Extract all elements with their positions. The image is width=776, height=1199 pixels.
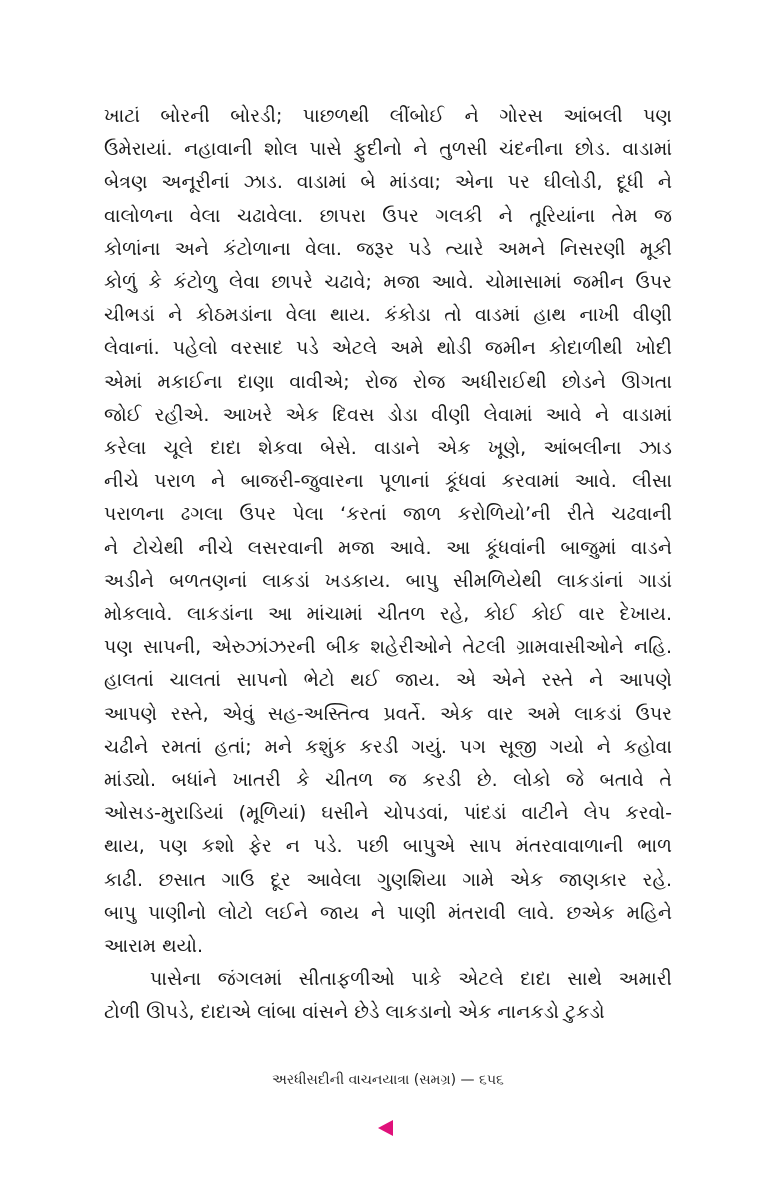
text-line: આરામ થયો. [104, 935, 204, 958]
text-line: અડીને બળતણનાં લાકડાં ખડકાય. બાપુ સીમળિયેથી લાકડાંનાં ગાડાં [104, 569, 672, 592]
text-line: ઉમેરાયાં. નહાવાની શોલ પાસે ફુદીનો ને તુળસી ચંદનીના છોડ. વાડામાં [104, 138, 672, 161]
text-line: કાઢી. છસાત ગાઉ દૂર આવેલા ગુણશિયા ગામે એક જાણકાર રહે. [104, 868, 672, 891]
page-footer: અરધીસદીની વાચનયાત્રા (સમગ્ર) — ૬૫૬ [272, 1072, 504, 1088]
text-line: બાપુ પાણીનો લોટો લઈને જાય ને પાણી મંતરાવી લાવે. છએક મહિને [104, 901, 672, 924]
text-line: થાય, પણ કશો ફેર ન પડે. પછી બાપુએ સાપ મંતરવાવાળાની ભાળ [104, 835, 672, 858]
text-line: નીચે પરાળ ને બાજરી-જુવારના પૂળાનાં કૂંધવાં કરવામાં આવે. લીસા [104, 470, 672, 493]
body-text [104, 100, 672, 1030]
text-line: એમાં મકાઈના દાણા વાવીએ; રોજ રોજ અધીરાઈથી છોડને ઊગતા [104, 370, 672, 393]
text-line: કોળું કે કંટોળુ લેવા છાપરે ચઢાવે; મજા આવે. ચોમાસામાં જમીન ઉપર [104, 271, 672, 294]
text-line: ઓસડ-મુરાડિયાં (મૂળિયાં) ઘસીને ચોપડવાં, પાંદડાં વાટીને લેપ કરવો- [104, 802, 672, 825]
text-line: જોઈ રહીએ. આખરે એક દિવસ ડોડા વીણી લેવામાં આવે ને વાડામાં [104, 403, 672, 426]
text-line: ચીભડાં ને કોઠમડાંના વેલા થાય. કંકોડા તો વાડમાં હાથ નાખી વીણી [104, 304, 672, 327]
text-line: પાસેના જંગલમાં સીતાફળીઓ પાકે એટલે દાદા સાથે અમારી [150, 968, 672, 991]
text-line: ટોળી ઊપડે, દાદાએ લાંબા વાંસને છેડે લાકડાનો એક નાનકડો ટુકડો [104, 1001, 605, 1024]
text-line: વાલોળના વેલા ચઢાવેલા. છાપરા ઉપર ગલકી ને તૂરિયાંના તેમ જ [104, 204, 672, 227]
prev-page-arrow-icon[interactable] [378, 1120, 393, 1136]
text-line: બેત્રણ અનૂરીનાં ઝાડ. વાડામાં બે માંડવા; એના પર ઘીલોડી, દૂધી ને [104, 171, 672, 194]
paragraph-2 [104, 963, 672, 1029]
text-line: કરેલા ચૂલે દાદા શેકવા બેસે. વાડાને એક ખૂણે, આંબલીના ઝાડ [104, 437, 672, 460]
text-line: ચઢીને રમતાં હતાં; મને કશુંક કરડી ગયું. પગ સૂજી ગયો ને કહોવા [104, 735, 672, 758]
text-line: માંડ્યો. બધાંને ખાતરી કે ચીતળ જ કરડી છે. લોકો જે બતાવે તે [104, 769, 672, 792]
text-line: કોળાંના અને કંટોળાના વેલા. જરૂર પડે ત્યારે અમને નિસરણી મૂકી [104, 237, 672, 260]
text-line: લેવાનાં. પહેલો વરસાદ પડે એટલે અમે થોડી જમીન કોદાળીથી ખોદી [104, 337, 672, 360]
text-line: આપણે રસ્તે, એવું સહ-અસ્તિત્વ પ્રવર્તે. એક વાર અમે લાકડાં ઉપર [104, 702, 672, 725]
text-line: ખાટાં બોરની બોરડી; પાછળથી લીંબોઈ ને ગોરસ આંબલી પણ [104, 105, 672, 127]
text-line: ને ટોચેથી નીચે લસરવાની મજા આવે. આ કૂંધવાંની બાજુમાં વાડને [104, 536, 672, 559]
paragraph-1 [104, 100, 672, 963]
text-line: પણ સાપની, એરુઝાંઝરની બીક શહેરીઓને તેટલી ગ્રામવાસીઓને નહિ. [104, 636, 672, 659]
text-line: પરાળના ઢગલા ઉપર પેલા ‘કરતાં જાળ કરોળિયો’ની રીતે ચઢવાની [104, 503, 672, 526]
text-line: હાલતાં ચાલતાં સાપનો ભેટો થઈ જાય. એ એને રસ્તે ને આપણે [104, 669, 672, 692]
text-line: મોકલાવે. લાકડાંના આ માંચામાં ચીતળ રહે, કોઈ કોઈ વાર દેખાય. [104, 603, 672, 626]
